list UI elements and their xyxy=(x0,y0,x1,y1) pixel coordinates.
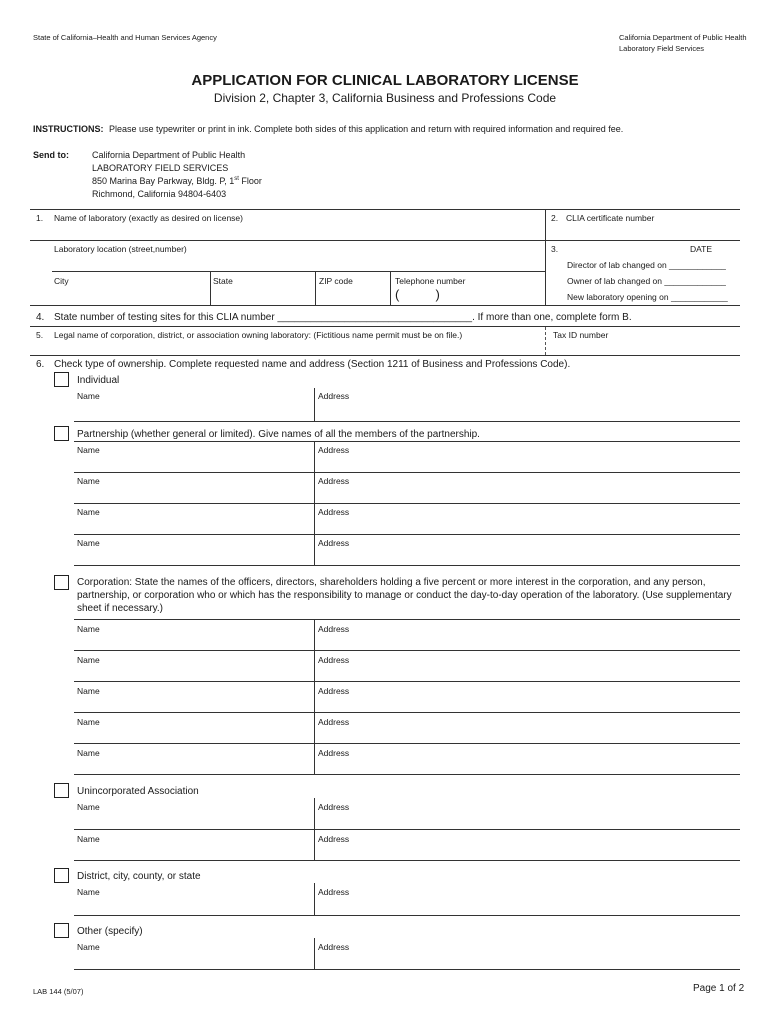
instructions xyxy=(33,124,623,134)
section5-number: 5. xyxy=(36,330,44,340)
form-id: LAB 144 (5/07) xyxy=(33,987,84,996)
address-label: Address xyxy=(318,507,350,517)
agency-name: State of California–Health and Human Services Agency xyxy=(33,33,217,42)
send-to-line4: Richmond, California 94804-6403 xyxy=(92,189,227,199)
cell-divider xyxy=(210,271,211,305)
address-street: 850 Marina Bay Parkway, Bldg. P, 1 xyxy=(92,176,235,186)
rule xyxy=(74,712,740,713)
rule xyxy=(30,305,740,306)
new-lab-opening-field[interactable]: New laboratory opening on ____________ xyxy=(567,292,728,302)
dashed-divider xyxy=(545,327,546,355)
section3-number: 3. xyxy=(551,244,559,254)
corporation-address-field[interactable] xyxy=(318,759,738,773)
address-label: Address xyxy=(318,717,350,727)
rule xyxy=(74,743,740,744)
address-label: Address xyxy=(318,802,350,812)
cell-divider xyxy=(314,938,315,969)
phone-field[interactable]: ( ) xyxy=(395,287,440,302)
partner-address-field[interactable] xyxy=(318,487,738,501)
send-to-line2: LABORATORY FIELD SERVICES xyxy=(92,163,229,173)
corporation-name-field[interactable] xyxy=(77,635,311,649)
corporation-address-field[interactable] xyxy=(318,666,738,680)
partner-name-field[interactable] xyxy=(77,518,311,532)
district-checkbox[interactable] xyxy=(54,868,69,883)
date-header: DATE xyxy=(690,244,713,254)
corporation-text-line2: partnership, or corporation who or which has the responsibility to manage or conduct the day-to-day operation of the laboratory. (Use supplementary xyxy=(77,590,732,601)
name-label: Name xyxy=(77,717,100,727)
zip-label: ZIP code xyxy=(319,276,353,286)
corporation-checkbox[interactable] xyxy=(54,575,69,590)
location-field[interactable] xyxy=(54,256,542,270)
address-label: Address xyxy=(318,748,350,758)
address-floor: Floor xyxy=(238,176,262,186)
rule xyxy=(74,441,740,442)
name-label: Name xyxy=(77,507,100,517)
section4-number: 4. xyxy=(36,312,45,323)
address-label: Address xyxy=(318,942,350,952)
district-label: District, city, county, or state xyxy=(77,871,201,882)
district-name-field[interactable] xyxy=(77,898,311,912)
name-label: Name xyxy=(77,686,100,696)
rule xyxy=(52,271,545,272)
rule xyxy=(74,969,740,970)
association-address-field[interactable] xyxy=(318,813,738,827)
cell-divider xyxy=(315,271,316,305)
rule xyxy=(74,860,740,861)
instructions-text: Please use typewriter or print in ink. Complete both sides of this application and return with required information and required fee. xyxy=(109,124,624,134)
association-address-field[interactable] xyxy=(318,845,738,859)
rule xyxy=(30,326,740,327)
address-label: Address xyxy=(318,887,350,897)
association-name-field[interactable] xyxy=(77,845,311,859)
city-label: City xyxy=(54,276,69,286)
address-label: Address xyxy=(318,476,350,486)
cell-divider xyxy=(314,388,315,421)
section6-number: 6. xyxy=(36,359,45,370)
rule xyxy=(74,650,740,651)
corporation-name-field[interactable] xyxy=(77,759,311,773)
address-label: Address xyxy=(318,538,350,548)
rule xyxy=(74,565,740,566)
rule xyxy=(74,915,740,916)
name-label: Name xyxy=(77,476,100,486)
form-subtitle: Division 2, Chapter 3, California Business and Professions Code xyxy=(213,91,557,105)
individual-address-field[interactable] xyxy=(318,403,738,419)
send-to-line1: California Department of Public Health xyxy=(92,150,246,160)
form-title: APPLICATION FOR CLINICAL LABORATORY LICENSE xyxy=(191,72,579,89)
partnership-checkbox[interactable] xyxy=(54,426,69,441)
association-name-field[interactable] xyxy=(77,813,311,827)
cell-divider xyxy=(314,619,315,774)
address-label: Address xyxy=(318,686,350,696)
testing-sites-field[interactable]: State number of testing sites for this CLIA number ___________________________________. If more than one, complete form B. xyxy=(54,312,632,323)
unincorporated-label: Unincorporated Association xyxy=(77,786,199,797)
corporation-text-line1: Corporation: State the names of the officers, directors, shareholders holding a five percent or more interest in the corporation, and any person, xyxy=(77,577,706,588)
instructions-label: INSTRUCTIONS: xyxy=(33,124,104,134)
rule xyxy=(74,503,740,504)
rule xyxy=(30,209,740,210)
name-label: Name xyxy=(77,538,100,548)
city-field[interactable] xyxy=(54,288,208,304)
owner-changed-field[interactable]: Owner of lab changed on _____________ xyxy=(567,276,726,286)
corporation-address-field[interactable] xyxy=(318,697,738,711)
tax-id-field[interactable] xyxy=(553,340,738,354)
director-changed-field[interactable]: Director of lab changed on ____________ xyxy=(567,260,726,270)
corporation-name-field[interactable] xyxy=(77,666,311,680)
lab-name-field[interactable] xyxy=(54,224,542,240)
rule xyxy=(74,534,740,535)
name-label: Name xyxy=(77,391,100,401)
address-label: Address xyxy=(318,834,350,844)
zip-field[interactable] xyxy=(319,288,387,304)
other-checkbox[interactable] xyxy=(54,923,69,938)
rule xyxy=(74,472,740,473)
district-address-field[interactable] xyxy=(318,898,738,912)
partner-name-field[interactable] xyxy=(77,549,311,563)
partner-address-field[interactable] xyxy=(318,518,738,532)
corporation-name-field[interactable] xyxy=(77,728,311,742)
individual-checkbox[interactable] xyxy=(54,372,69,387)
partner-address-field[interactable] xyxy=(318,456,738,470)
corporation-name-field[interactable] xyxy=(77,697,311,711)
clia-label: CLIA certificate number xyxy=(566,213,655,223)
section2-number: 2. xyxy=(551,213,559,223)
address-label: Address xyxy=(318,624,350,634)
page-number: Page 1 of 2 xyxy=(693,983,745,994)
column-divider xyxy=(545,209,546,305)
name-label: Name xyxy=(77,802,100,812)
corporation-address-field[interactable] xyxy=(318,728,738,742)
tax-id-label: Tax ID number xyxy=(553,330,609,340)
rule xyxy=(74,619,740,620)
floor-ordinal: st xyxy=(234,176,239,182)
corporation-address-field[interactable] xyxy=(318,635,738,649)
send-to-line3 xyxy=(92,176,262,186)
name-label: Name xyxy=(77,624,100,634)
name-label: Name xyxy=(77,887,100,897)
individual-name-field[interactable] xyxy=(77,403,311,419)
cell-divider xyxy=(390,271,391,305)
cell-divider xyxy=(314,883,315,915)
section1-number: 1. xyxy=(36,213,44,223)
name-label: Name xyxy=(77,834,100,844)
phone-label: Telephone number xyxy=(395,276,466,286)
department-name: California Department of Public Health xyxy=(619,33,747,42)
corporation-text-line3: sheet if necessary.) xyxy=(77,603,163,614)
partner-address-field[interactable] xyxy=(318,549,738,563)
address-label: Address xyxy=(318,391,350,401)
name-label: Name xyxy=(77,748,100,758)
name-label: Name xyxy=(77,445,100,455)
rule xyxy=(30,240,740,241)
ownership-instruction: Check type of ownership. Complete requested name and address (Section 1211 of Business and Professions Code). xyxy=(54,359,571,370)
rule xyxy=(74,421,740,422)
other-label: Other (specify) xyxy=(77,926,143,937)
clia-field[interactable] xyxy=(566,224,736,240)
rule xyxy=(30,355,740,356)
state-field[interactable] xyxy=(213,288,313,304)
send-to-label: Send to: xyxy=(33,150,69,160)
rule xyxy=(74,681,740,682)
partner-name-field[interactable] xyxy=(77,487,311,501)
location-label: Laboratory location (street,number) xyxy=(54,244,187,254)
other-name-field[interactable] xyxy=(77,953,311,967)
name-label: Name xyxy=(77,655,100,665)
address-label: Address xyxy=(318,655,350,665)
individual-label: Individual xyxy=(77,375,120,386)
address-label: Address xyxy=(318,445,350,455)
rule xyxy=(74,829,740,830)
other-address-field[interactable] xyxy=(318,953,738,967)
lab-name-label: Name of laboratory (exactly as desired on license) xyxy=(54,213,243,223)
partnership-label: Partnership (whether general or limited). Give names of all the members of the partnership. xyxy=(77,429,480,440)
partner-name-field[interactable] xyxy=(77,456,311,470)
unincorporated-checkbox[interactable] xyxy=(54,783,69,798)
department-division: Laboratory Field Services xyxy=(619,44,705,53)
legal-name-label: Legal name of corporation, district, or association owning laboratory: (Fictitious name permit must be on file.) xyxy=(54,330,463,340)
legal-name-field[interactable] xyxy=(54,340,542,354)
rule xyxy=(74,774,740,775)
name-label: Name xyxy=(77,942,100,952)
state-label: State xyxy=(213,276,233,286)
